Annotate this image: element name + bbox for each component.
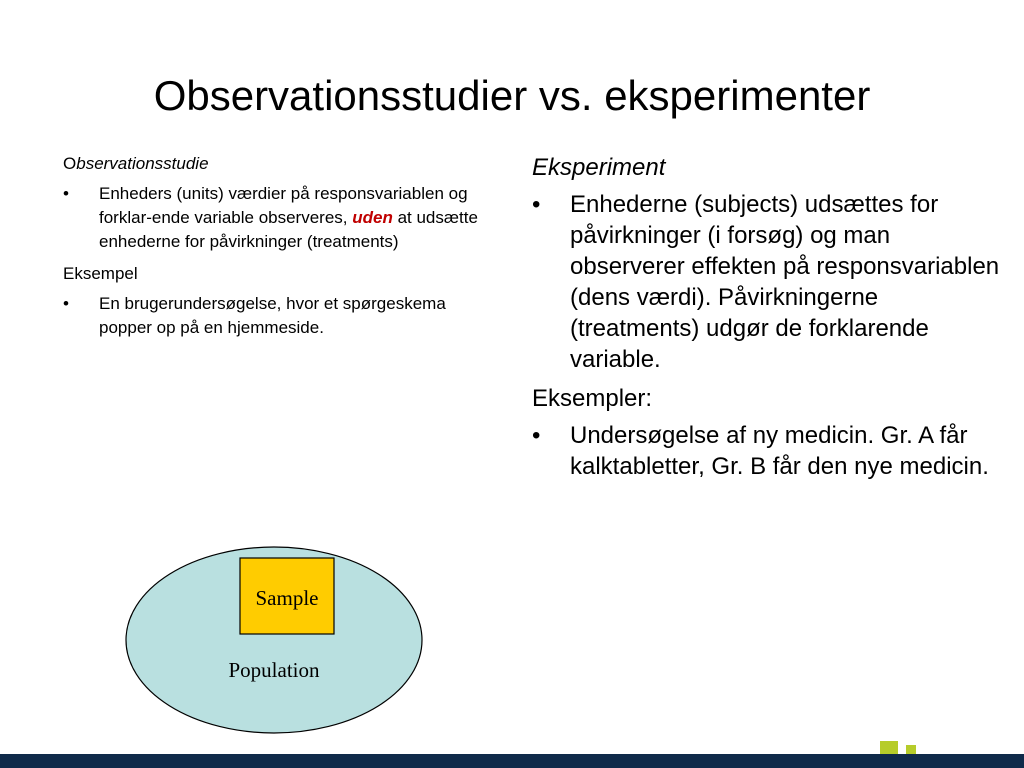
bullet-text: Undersøgelse af ny medicin. Gr. A får kalktabletter, Gr. B får den nye medicin.: [570, 422, 989, 480]
bullet-text: En brugerundersøgelse, hvor et spørgeskema popper op på en hjemmeside.: [99, 294, 446, 337]
observational-study-heading: [63, 152, 493, 176]
left-column: [63, 152, 493, 348]
experiment-bullets: [532, 189, 1002, 375]
examples-bullets: [532, 420, 1002, 482]
accent-square-icon: [880, 741, 898, 754]
right-column: [532, 152, 1002, 490]
bullet-text-continued: at udsætte enhederne for påvirkninger (treatments): [99, 208, 478, 251]
bullet-text: Enhederne (subjects) udsættes for påvirkninger (i forsøg) og man observerer effekten på responsvariablen (dens værdi). Påvirkningerne (treatments) udgør de forklarende variable.: [570, 191, 1000, 373]
experiment-heading: Eksperiment: [532, 154, 666, 181]
list-item: [63, 292, 493, 340]
observational-bullets: [63, 182, 493, 254]
accent-square-small-icon: [906, 745, 916, 754]
population-label: Population: [228, 658, 320, 682]
bullet-icon: •: [532, 191, 541, 218]
population-sample-diagram: [124, 545, 424, 735]
list-item: [63, 182, 493, 254]
slide-title: Observationsstudier vs. eksperimenter: [153, 72, 871, 119]
emphasis-text: uden: [352, 208, 393, 227]
footer-bar: [0, 754, 1024, 768]
bullet-icon: •: [532, 422, 541, 449]
examples-heading: Eksempler:: [532, 385, 653, 412]
sample-label: Sample: [255, 586, 319, 610]
example-heading: Eksempel: [63, 264, 138, 283]
heading-first-letter: O: [63, 154, 77, 173]
example-bullets: [63, 292, 493, 340]
bullet-icon: •: [63, 184, 69, 203]
list-item: [532, 189, 1002, 375]
heading-rest: bservationsstudie: [76, 154, 209, 173]
list-item: [532, 420, 1002, 482]
bullet-text: Enheders (units) værdier på responsvariablen og forklar-ende variable observeres,: [99, 184, 468, 227]
bullet-icon: •: [63, 294, 69, 313]
